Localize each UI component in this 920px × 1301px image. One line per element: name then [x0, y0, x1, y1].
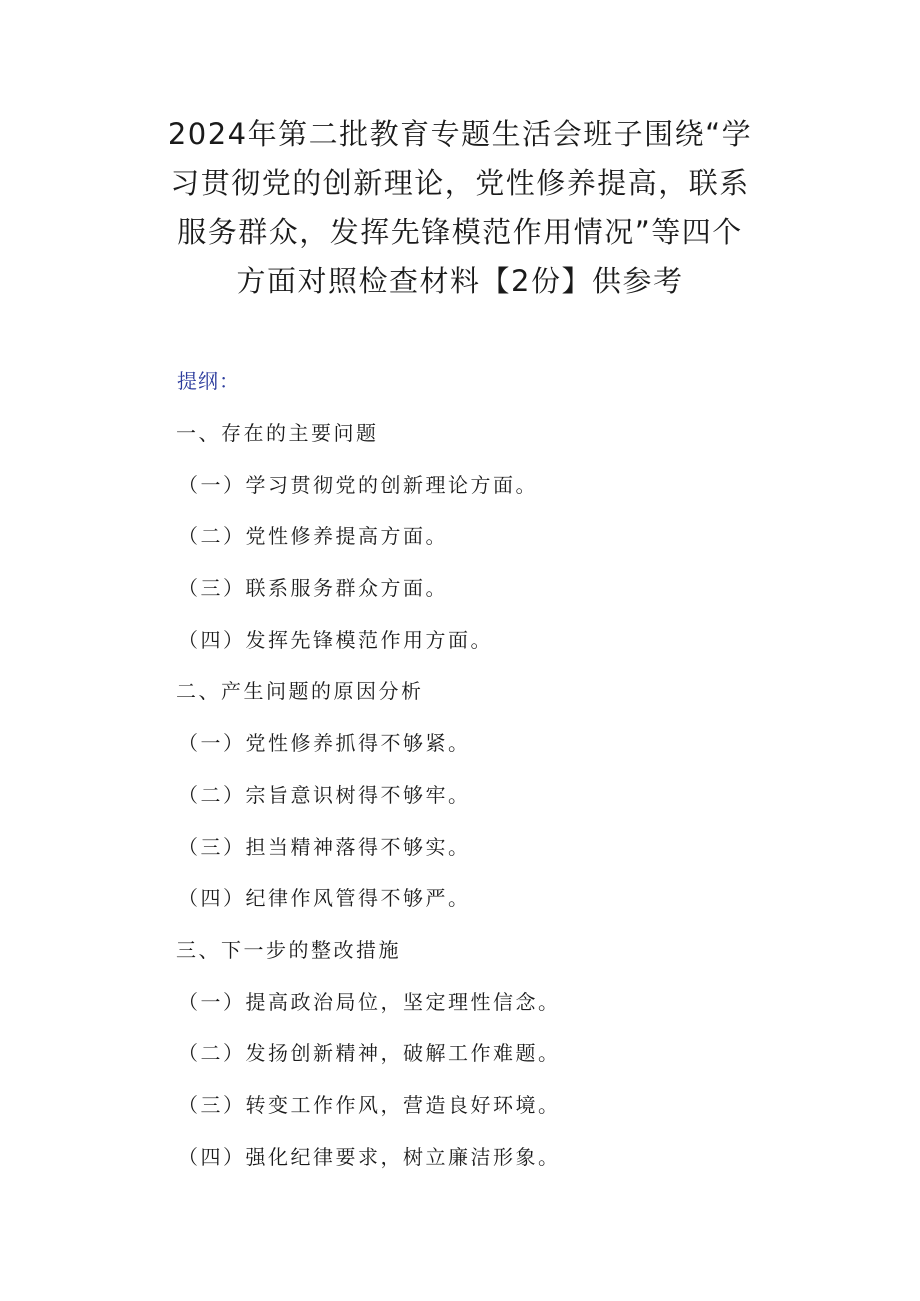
section-heading: 二、产生问题的原因分析: [176, 679, 424, 704]
title-line: 2024年第二批教育专题生活会班子围绕“学: [167, 117, 753, 151]
list-item: （一）提高政治局位，坚定理性信念。: [178, 989, 561, 1014]
section-heading: 三、下一步的整改措施: [176, 937, 401, 962]
title-line: 服务群众，发挥先锋模范作用情况”等四个: [177, 215, 743, 249]
list-item: （三）联系服务群众方面。: [178, 576, 448, 601]
list-item: （一）学习贯彻党的创新理论方面。: [178, 472, 538, 497]
list-item: （一）党性修养抓得不够紧。: [178, 731, 471, 756]
outline-label: 提纲：: [177, 369, 240, 393]
list-item: （二）党性修养提高方面。: [178, 524, 448, 549]
title-line: 方面对照检查材料【2份】供参考: [236, 264, 684, 298]
list-item: （四）纪律作风管得不够严。: [178, 886, 471, 911]
list-item: （四）强化纪律要求，树立廉洁形象。: [178, 1144, 561, 1169]
outline-list: [176, 418, 561, 1193]
list-item: （四）发挥先锋模范作用方面。: [178, 627, 493, 652]
list-item: （三）转变工作作风，营造良好环境。: [178, 1092, 561, 1117]
list-item: （二）发扬创新精神，破解工作难题。: [178, 1041, 561, 1066]
list-item: （二）宗旨意识树得不够牢。: [178, 782, 471, 807]
document-title: [150, 110, 770, 306]
section-heading: 一、存在的主要问题: [176, 421, 379, 445]
list-item: （三）担当精神落得不够实。: [178, 834, 471, 859]
title-line: 习贯彻党的创新理论，党性修养提高，联系: [170, 166, 750, 200]
